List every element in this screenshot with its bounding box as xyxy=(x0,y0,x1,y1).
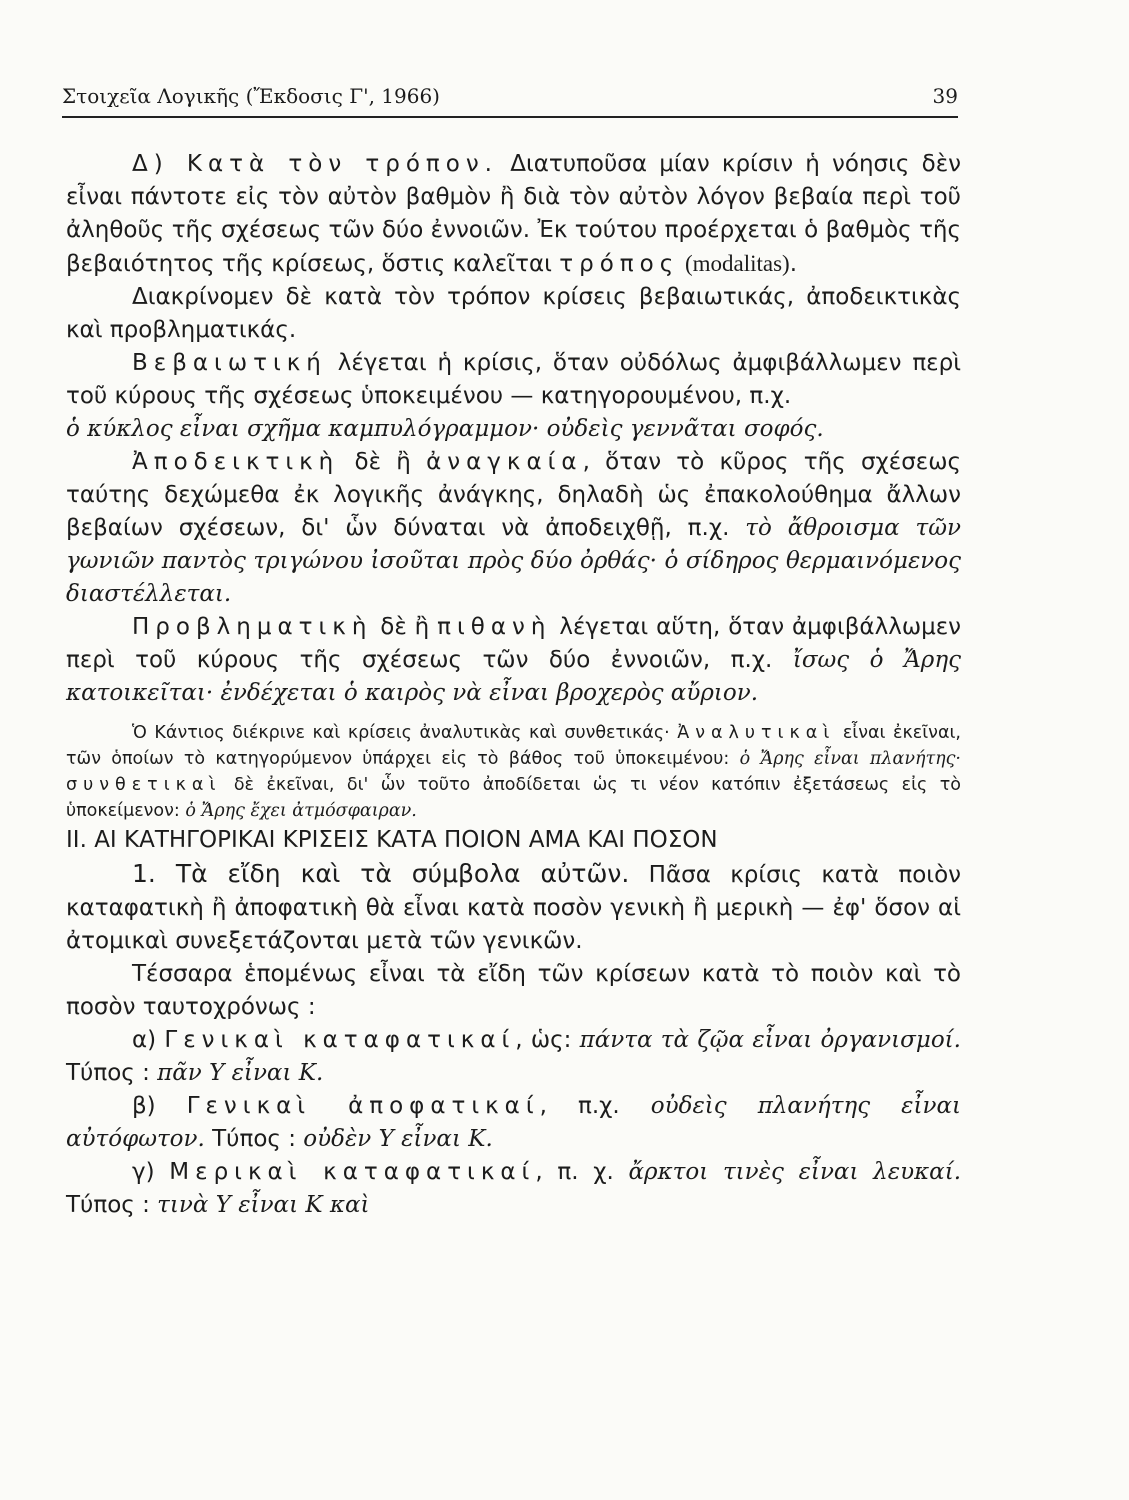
term-necessary: ἀναγκαία xyxy=(426,449,583,475)
paragraph-text: δὲ ἢ xyxy=(372,614,438,640)
example-problematic: ἴσως ὁ Ἄρης κατοικεῖται· ἐνδέχεται ὁ καιρὸς νὰ εἶναι βροχερὸς αὔριον. xyxy=(66,647,961,706)
example-a: πάντα τὰ ζῷα εἶναι ὀργανισμοί. xyxy=(579,1027,961,1053)
term-universal-negative: Γενικαὶ ἀποφατικαί xyxy=(186,1093,540,1119)
example-synthetic: ὁ Ἄρης ἔχει ἀτμόσφαιραν. xyxy=(185,801,417,821)
note-text: δὲ ἐκεῖναι, δι' ὧν τοῦτο ἀποδίδεται ὡς τι νέον κατόπιν ἐξετάσεως εἰς τὸ ὑποκείμενον: xyxy=(66,775,961,821)
example-c: ἄρκτοι τινὲς εἶναι λευκαί. xyxy=(628,1159,962,1185)
paragraph-text: δὲ ἢ xyxy=(339,449,427,475)
kant-note xyxy=(66,720,961,824)
formula-a: πᾶν Υ εἶναι Κ. xyxy=(157,1060,324,1086)
term-tropos: τρόπος xyxy=(559,251,680,277)
paragraph-kinds xyxy=(66,857,961,958)
paragraph-apodictic xyxy=(66,446,961,611)
term-assertoric: Βεβαιωτική xyxy=(132,350,327,376)
term-particular-affirmative: Μερικαὶ καταφατικαί xyxy=(169,1159,536,1185)
page-number: 39 xyxy=(932,84,958,108)
paragraph-text: λέγεται αὕτη, ὅταν ἀμφιβάλλωμεν περὶ τοῦ κύρους τῆς σχέσεως τῶν δύο ἐννοιῶν, π.χ. xyxy=(66,614,961,673)
paragraph-text: Διατυποῦσα μίαν κρίσιν ἡ νόησις δὲν εἶναι πάντοτε εἰς τὸν αὐτὸν βαθμὸν ἢ διὰ τὸν αὐτὸν λόγον βεβαία περὶ τοῦ ἀληθοῦς τῆς σχέσεως τῶν δύο ἐννοιῶν. Ἐκ τούτου προέρχεται ὁ βαθμὸς τῆς βεβαιότητος τῆς κρίσεως, ὅστις καλεῖται xyxy=(66,151,961,277)
running-header xyxy=(62,84,958,114)
item-label: α) xyxy=(132,1027,165,1053)
paragraph-distinction: Διακρίνομεν δὲ κατὰ τὸν τρόπον κρίσεις βεβαιωτικάς, ἀποδεικτικὰς καὶ προβληματικάς. xyxy=(66,284,961,343)
example-assertoric: ὁ κύκλος εἶναι σχῆμα καμπυλόγραμμον· οὐδεὶς γεννᾶται σοφός. xyxy=(66,416,824,442)
paragraph-text: . xyxy=(789,251,798,277)
page-body xyxy=(66,148,961,1222)
term-apodictic: Ἀποδεικτικὴ xyxy=(132,449,340,475)
item-label: γ) xyxy=(132,1159,170,1185)
paragraph-text: Πᾶσα κρίσις κατὰ ποιὸν καταφατικὴ ἢ ἀποφατικὴ θὰ εἶναι κατὰ ποσὸν γενικὴ ἢ μερικὴ — ἐφ' ὅσον αἱ ἀτομικαὶ συνεξετάζονται μετὰ τῶν γενικῶν. xyxy=(66,862,961,954)
paragraph-text: λέγεται ἡ κρίσις, ὅταν οὐδόλως ἀμφιβάλλωμεν περὶ τοῦ κύρους τῆς σχέσεως ὑποκειμένου — κατηγορουμένου, π.χ. xyxy=(66,350,961,409)
term-synthetic: συνθετικαὶ xyxy=(66,775,222,795)
note-paragraph xyxy=(66,720,961,824)
type-label: Τύπος : xyxy=(204,1126,304,1152)
item-text: , π.χ. xyxy=(539,1093,651,1119)
item-text: , π. χ. xyxy=(535,1159,629,1185)
section-label-d: Δ) Κατὰ τὸν τρόπον. xyxy=(132,151,498,177)
paragraph-modality xyxy=(66,148,961,281)
list-item-b xyxy=(66,1090,961,1156)
paragraph-problematic xyxy=(66,611,961,710)
term-problematic: Προβληματικὴ xyxy=(132,614,373,640)
list-item-c xyxy=(66,1156,961,1222)
formula-b: οὐδὲν Υ εἶναι Κ. xyxy=(303,1126,493,1152)
section-heading: II. ΑΙ ΚΑΤΗΓΟΡΙΚΑΙ ΚΡΙΣΕΙΣ ΚΑΤΑ ΠΟΙΟΝ ΑΜΑ ΚΑΙ ΠΟΣΟΝ xyxy=(66,827,718,853)
header-rule xyxy=(62,116,958,118)
running-title: Στοιχεῖα Λογικῆς (Ἔκδοσις Γ', 1966) xyxy=(62,84,440,108)
latin-term: (modalitas) xyxy=(679,251,790,276)
note-text: εἶναι ἐκεῖναι, τῶν ὁποίων τὸ κατηγορύμενον ὑπάρχει εἰς τὸ βάθος τοῦ ὑποκειμένου: xyxy=(66,723,961,769)
subheading-kinds: 1. Τὰ εἴδη καὶ τὰ σύμβολα αὐτῶν. xyxy=(132,859,630,888)
term-universal-affirmative: Γενικαὶ καταφατικαί xyxy=(164,1027,516,1053)
example-apodictic: τὸ ἄθροισμα τῶν γωνιῶν παντὸς τριγώνου ἰσοῦται πρὸς δύο ὀρθάς· ὁ σίδηρος θερμαινόμενος διαστέλλεται. xyxy=(66,515,961,607)
item-label: β) xyxy=(132,1093,187,1119)
type-label: Τύπος : xyxy=(66,1192,158,1218)
paragraph-assertoric xyxy=(66,347,961,446)
example-analytic: ὁ Ἄρης εἶναι πλανήτης· xyxy=(739,749,961,769)
example-b: οὐδεὶς πλανήτης εἶναι αὐτόφωτον. xyxy=(66,1093,961,1152)
term-probable: πιθανὴ xyxy=(437,614,552,640)
type-label: Τύπος : xyxy=(66,1060,158,1086)
term-analytic: Ἀναλυτικαὶ xyxy=(677,723,836,743)
list-item-a xyxy=(66,1024,961,1090)
paragraph-four-kinds: Τέσσαρα ἑπομένως εἶναι τὰ εἴδη τῶν κρίσεων κατὰ τὸ ποιὸν καὶ τὸ ποσὸν ταυτοχρόνως : xyxy=(66,961,961,1020)
paragraph-text: , ὅταν τὸ κῦρος τῆς σχέσεως ταύτης δεχώμεθα ἐκ λογικῆς ἀνάγκης, δηλαδὴ ὡς ἐπακολούθημα ἄλλων βεβαίων σχέσεων, δι' ὧν δύναται νὰ ἀποδειχθῇ, π.χ. xyxy=(66,449,962,541)
formula-c: τινὰ Υ εἶναι Κ καὶ xyxy=(157,1192,370,1218)
item-text: , ὡς: xyxy=(515,1027,580,1053)
note-text: Ὁ Κάντιος διέκρινε καὶ κρίσεις ἀναλυτικὰς καὶ συνθετικάς· xyxy=(132,723,678,743)
